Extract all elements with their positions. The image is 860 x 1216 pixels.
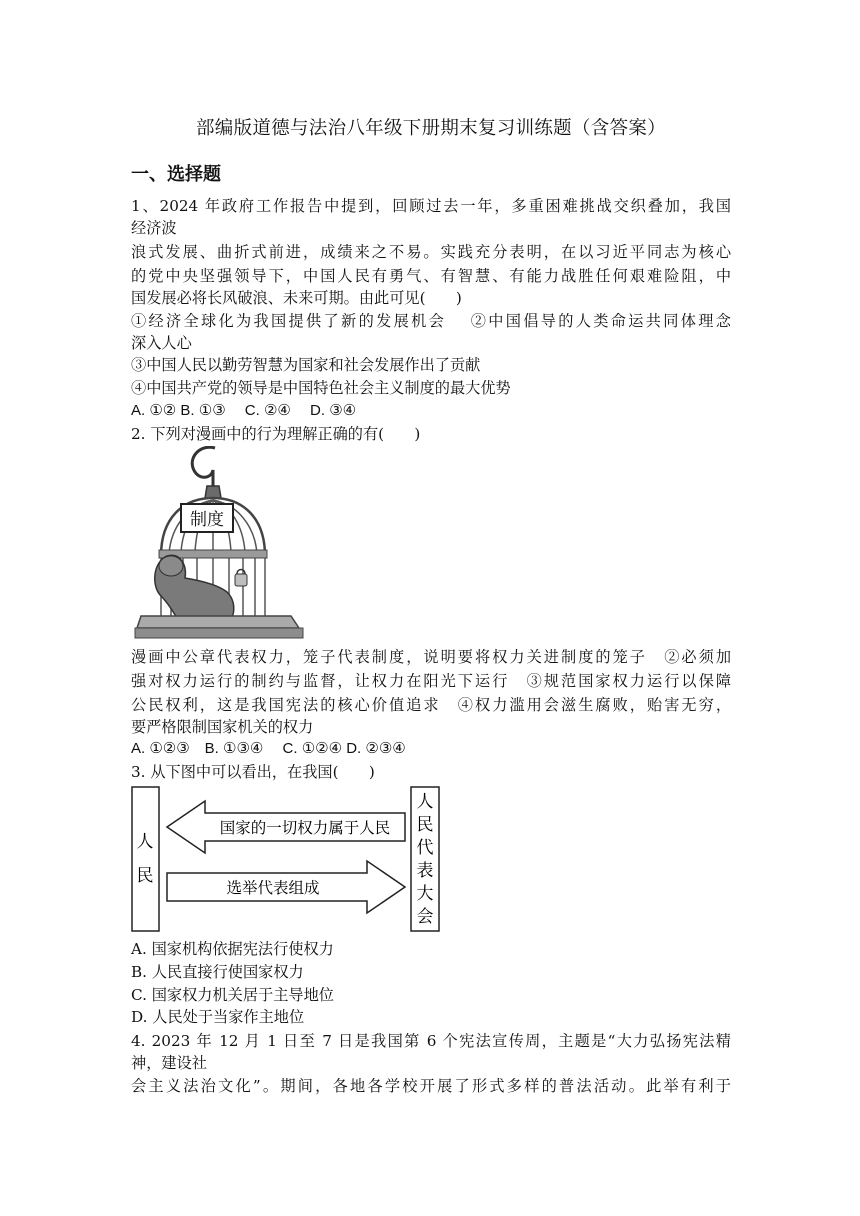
- q4-line-1: 4. 2023 年 12 月 1 日至 7 日是我国第 6 个宪法宣传周，主题是“大力弘扬宪法精: [131, 1032, 731, 1050]
- q3-option-b: B. 人民直接行使国家权力: [131, 963, 304, 981]
- q4-line-2: 神，建设社: [131, 1054, 207, 1072]
- q3-option-d: D. 人民处于当家作主地位: [131, 1008, 305, 1026]
- q2-line-1: 漫画中公章代表权力，笼子代表制度，说明要将权力关进制度的笼子 ②必须加: [131, 648, 731, 666]
- q1-line-5: 国发展必将长风破浪、未来可期。由此可见( ): [131, 289, 462, 307]
- q2-line-4: 要严格限制国家机关的权力: [131, 718, 314, 736]
- q3-option-a: A. 国家机构依据宪法行使权力: [131, 940, 334, 958]
- q1-line-2: 经济波: [131, 219, 177, 237]
- q2-options: A. ①②③ B. ①③④ C. ①②④ D. ②③④: [131, 740, 406, 757]
- q2-line-2: 强对权力运行的制约与监督，让权力在阳光下运行 ③规范国家权力运行以保障: [131, 672, 731, 690]
- q3-option-c: C. 国家权力机关居于主导地位: [131, 986, 334, 1004]
- people-box: [132, 787, 159, 931]
- section-heading: 一、选择题: [131, 164, 221, 185]
- q1-line-4: 的党中央坚强领导下，中国人民有勇气、有智慧、有能力战胜任何艰难险阻，中: [131, 267, 731, 285]
- q1-line-6: ①经济全球化为我国提供了新的发展机会 ②中国倡导的人类命运共同体理念: [131, 312, 731, 330]
- top-arrow-label: 国家的一切权力属于人民: [219, 819, 391, 837]
- q1-line-8: ③中国人民以勤劳智慧为国家和社会发展作出了贡献: [131, 356, 481, 374]
- congress-box-label: 人民代表大会: [416, 792, 434, 927]
- q1-line-9: ④中国共产党的领导是中国特色社会主义制度的最大优势: [131, 379, 511, 397]
- q3-stem: 3. 从下图中可以看出，在我国( ): [131, 763, 375, 781]
- birdcage-cartoon-image: [131, 446, 307, 642]
- q1-line-3: 浪式发展、曲折式前进，成绩来之不易。实践充分表明，在以习近平同志为核心: [131, 243, 731, 261]
- document-title: 部编版道德与法治八年级下册期末复习训练题（含答案）: [195, 118, 666, 139]
- q1-line-1: 1、2024 年政府工作报告中提到，回顾过去一年，多重困难挑战交织叠加，我国: [131, 197, 731, 215]
- cage-label: 制度: [190, 510, 224, 530]
- people-congress-diagram: [131, 785, 445, 935]
- bottom-arrow-label: 选举代表组成: [226, 879, 320, 897]
- q2-line-3: 公民权利，这是我国宪法的核心价值追求 ④权力滥用会滋生腐败，贻害无穷，: [131, 696, 731, 714]
- q4-line-3: 会主义法治文化”。期间，各地各学校开展了形式多样的普法活动。此举有利于: [131, 1077, 731, 1095]
- people-box-label: 人民: [136, 832, 154, 886]
- q1-line-7: 深入人心: [131, 334, 192, 352]
- q2-stem: 2. 下列对漫画中的行为理解正确的有( ): [131, 425, 421, 443]
- q1-options: A. ①② B. ①③ C. ②④ D. ③④: [131, 402, 357, 419]
